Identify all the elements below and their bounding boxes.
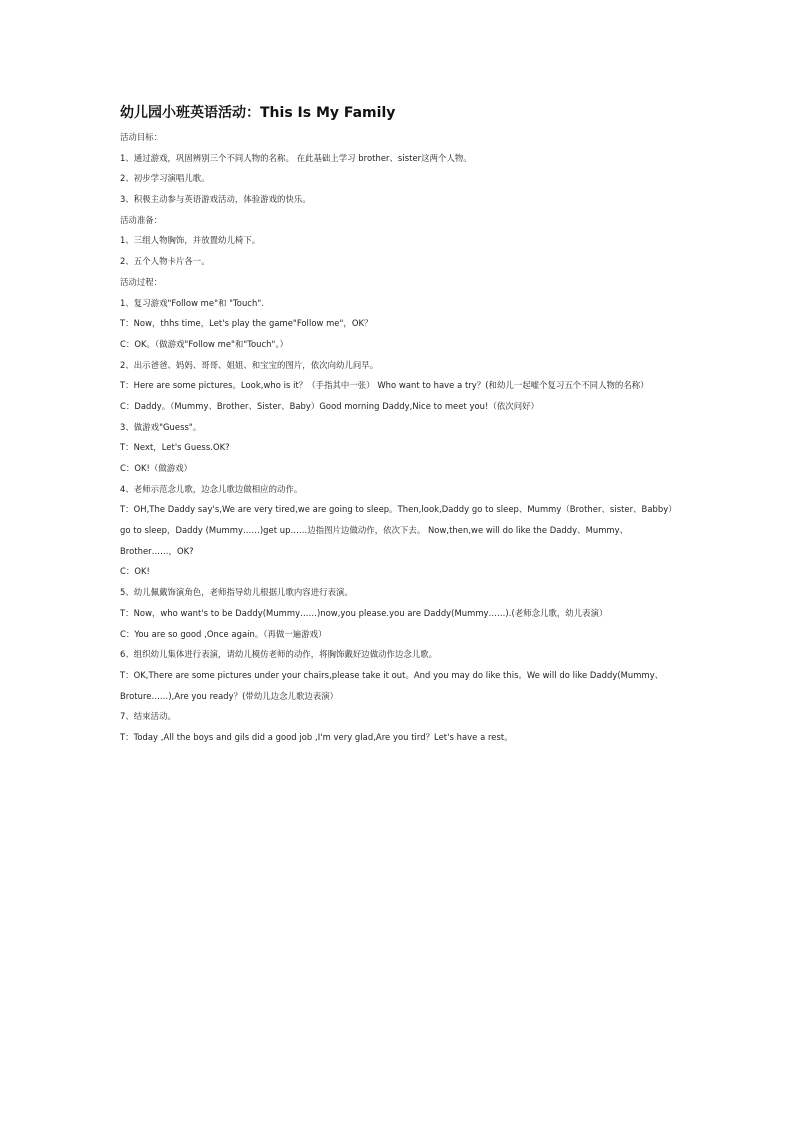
text-line: T：Here are some pictures。Look,who is it？（手指其中一张） Who want to have a try？(和幼儿一起嘘个复习五个不同人物的名称） (120, 380, 649, 391)
text-line: 1、三组人物胸饰，并放置幼儿椅下。 (120, 235, 261, 246)
text-line: Brother……，OK? (120, 545, 194, 556)
text-line: 3、做游戏"Guess"。 (120, 421, 202, 432)
text-line: 活动过程： (120, 276, 163, 287)
text-line: 1、通过游戏，巩固辨别三个不同人物的名称。 在此基础上学习 brother、sister这两个人物。 (120, 152, 472, 163)
text-line: T：OK,There are some pictures under your chairs,please take it out。And you may do like this。We will do like Daddy(Mummy、 (120, 669, 664, 680)
document-body (120, 102, 690, 753)
lesson-plan-text (120, 132, 690, 742)
text-line: C：You are so good ,Once again。（再做一遍游戏） (120, 628, 327, 639)
text-line: T：OH,The Daddy say's,We are very tired,we are going to sleep。Then,look,Daddy go to sleep、Mummy（Brother、sister、Babby） (120, 504, 677, 515)
text-line: T：Now，who want's to be Daddy(Mummy……)now,you please.you are Daddy(Mummy……).(老师念儿歌，幼儿表演） (120, 607, 608, 618)
text-line: Broture……),Are you ready？(带幼儿边念儿歌边表演） (120, 690, 339, 701)
text-line: 5、幼儿佩戴饰演角色，老师指导幼儿根据儿歌内容进行表演。 (120, 587, 353, 598)
text-line: 7、结束活动。 (120, 711, 176, 722)
text-line: 6、组织幼儿集体进行表演，请幼儿模仿老师的动作，将胸饰戴好边做动作边念儿歌。 (120, 649, 438, 660)
text-line: 3、积极主动参与英语游戏活动，体验游戏的快乐。 (120, 194, 311, 205)
page-title: 幼儿园小班英语活动：This Is My Family (120, 105, 396, 121)
text-line: C：OK! (120, 566, 150, 577)
text-line: C：Daddy。（Mummy、Brother、Sister、Baby）Good morning Daddy,Nice to meet you!（依次问好） (120, 400, 539, 411)
text-line: 4、老师示范念儿歌，边念儿歌边做相应的动作。 (120, 483, 303, 494)
text-line: 活动目标： (120, 132, 163, 142)
text-line: T：Today ,All the boys and gils did a good job ,I'm very glad,Are you tird？Let's have a rest。 (120, 731, 513, 742)
text-line: C：OK!（做游戏） (120, 463, 193, 473)
text-line: T：Next，Let's Guess.OK? (120, 442, 230, 453)
text-line: T：Now，thhs time，Let's play the game"Follow me"，OK？ (120, 318, 373, 329)
text-line: 活动准备： (120, 214, 163, 225)
text-line: 2、初步学习演唱儿歌。 (120, 173, 210, 184)
text-line: go to sleep，Daddy (Mummy……)get up……边指图片边做动作，依次下去。 Now,then,we will do like the Daddy、Mummy、 (120, 525, 629, 536)
text-line: 2、五个人物卡片各一。 (120, 256, 210, 267)
text-line: 1、复习游戏"Follow me"和 "Touch". (120, 297, 264, 308)
text-line: 2、出示爸爸、妈妈、哥哥、姐姐、和宝宝的图片，依次向幼儿问早。 (120, 359, 379, 370)
text-line: C：OK。（做游戏"Follow me"和"Touch"。） (120, 338, 289, 349)
